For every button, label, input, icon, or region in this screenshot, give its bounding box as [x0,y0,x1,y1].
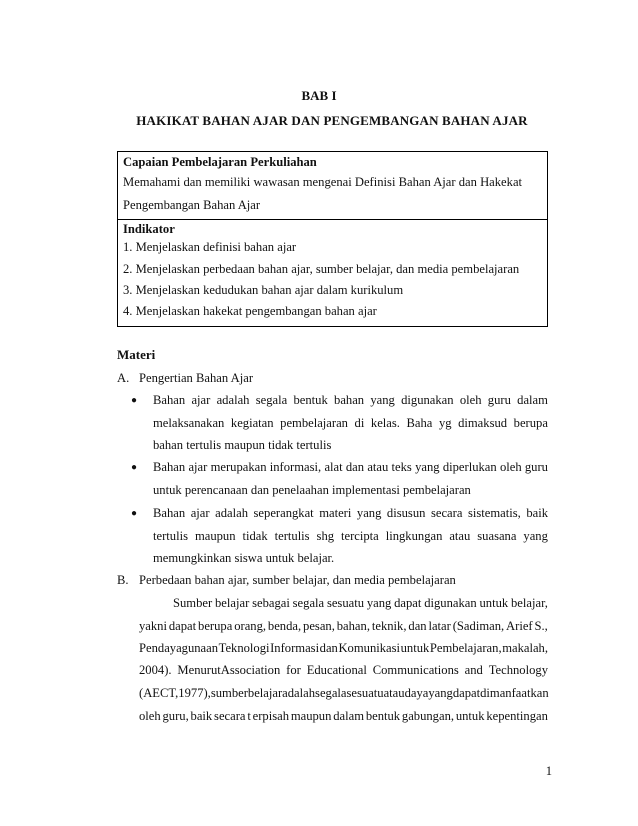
bullet-dot: ● [131,462,138,473]
paragraph-line: untuk perencanaan dan penelaahan implementasi pembelajaran [153,483,471,497]
paragraph-line: memungkinkan siswa untuk belajar. [153,551,335,565]
paragraph-line: 2004). MenurutAssociation for Educational Communications and Technology [139,663,548,677]
capaian-heading: Capaian Pembelajaran Perkuliahan [123,155,317,169]
bullet-dot: ● [131,395,138,406]
section-marker: B. [117,573,129,587]
capaian-text-line: Pengembangan Bahan Ajar [123,198,261,212]
paragraph-line: oleh guru, baik secara t erpisah maupun dalam bentuk gabungan, untuk kepentingan [139,709,548,723]
capaian-box [117,151,548,220]
section-marker: A. [117,371,130,385]
section-a-title: Pengertian Bahan Ajar [139,371,254,385]
paragraph-line: yakni dapat berupa orang, benda, pesan, bahan, teknik, dan latar (Sadiman, Arief S., [139,619,548,633]
section-b-title: Perbedaan bahan ajar, sumber belajar, dan media pembelajaran [139,573,456,587]
paragraph-line: Bahan ajar adalah segala bentuk bahan yang digunakan oleh guru dalam [153,393,548,407]
paragraph-line: (AECT, 1977), sumber belajar adalah segala sesuatu atau daya yang dapat dimanfaat kan [139,686,549,700]
capaian-text-line: Memahami dan memiliki wawasan mengenai Definisi Bahan Ajar dan Hakekat [123,175,523,189]
paragraph-line: bahan tertulis maupun tidak tertulis [153,438,332,452]
chapter-title: HAKIKAT BAHAN AJAR DAN PENGEMBANGAN BAHAN AJAR [136,113,528,128]
paragraph-line: Bahan ajar merupakan informasi, alat dan atau teks yang diperlukan oleh guru [153,460,548,474]
bullet-dot: ● [131,508,138,519]
materi-heading: Materi [117,347,156,362]
indikator-item: 3. Menjelaskan kedudukan bahan ajar dalam kurikulum [123,283,404,297]
indikator-heading: Indikator [123,222,175,236]
paragraph-line: Bahan ajar adalah seperangkat materi yang disusun secara sistematis, baik [153,506,548,520]
paragraph-line: Sumber belajar sebagai segala sesuatu yang dapat digunakan untuk belajar, [173,596,548,610]
paragraph-line: Pendayagunaan Teknologi Informasi dan Komunikasi untuk Pembelajaran, makalah, [139,641,548,655]
paragraph-line: tertulis maupun tidak tertulis shg tercipta lingkungan atau suasana yang [153,529,548,543]
indikator-item: 2. Menjelaskan perbedaan bahan ajar, sumber belajar, dan media pembelajaran [123,262,520,276]
indikator-box [117,219,548,327]
indikator-item: 4. Menjelaskan hakekat pengembangan bahan ajar [123,304,377,318]
paragraph-line: melaksanakan kegiatan pembelajaran di kelas. Baha yg dimaksud berupa [153,416,548,430]
page-number: 1 [545,764,552,778]
chapter-label: BAB I [301,88,337,103]
indikator-item: 1. Menjelaskan definisi bahan ajar [123,240,297,254]
